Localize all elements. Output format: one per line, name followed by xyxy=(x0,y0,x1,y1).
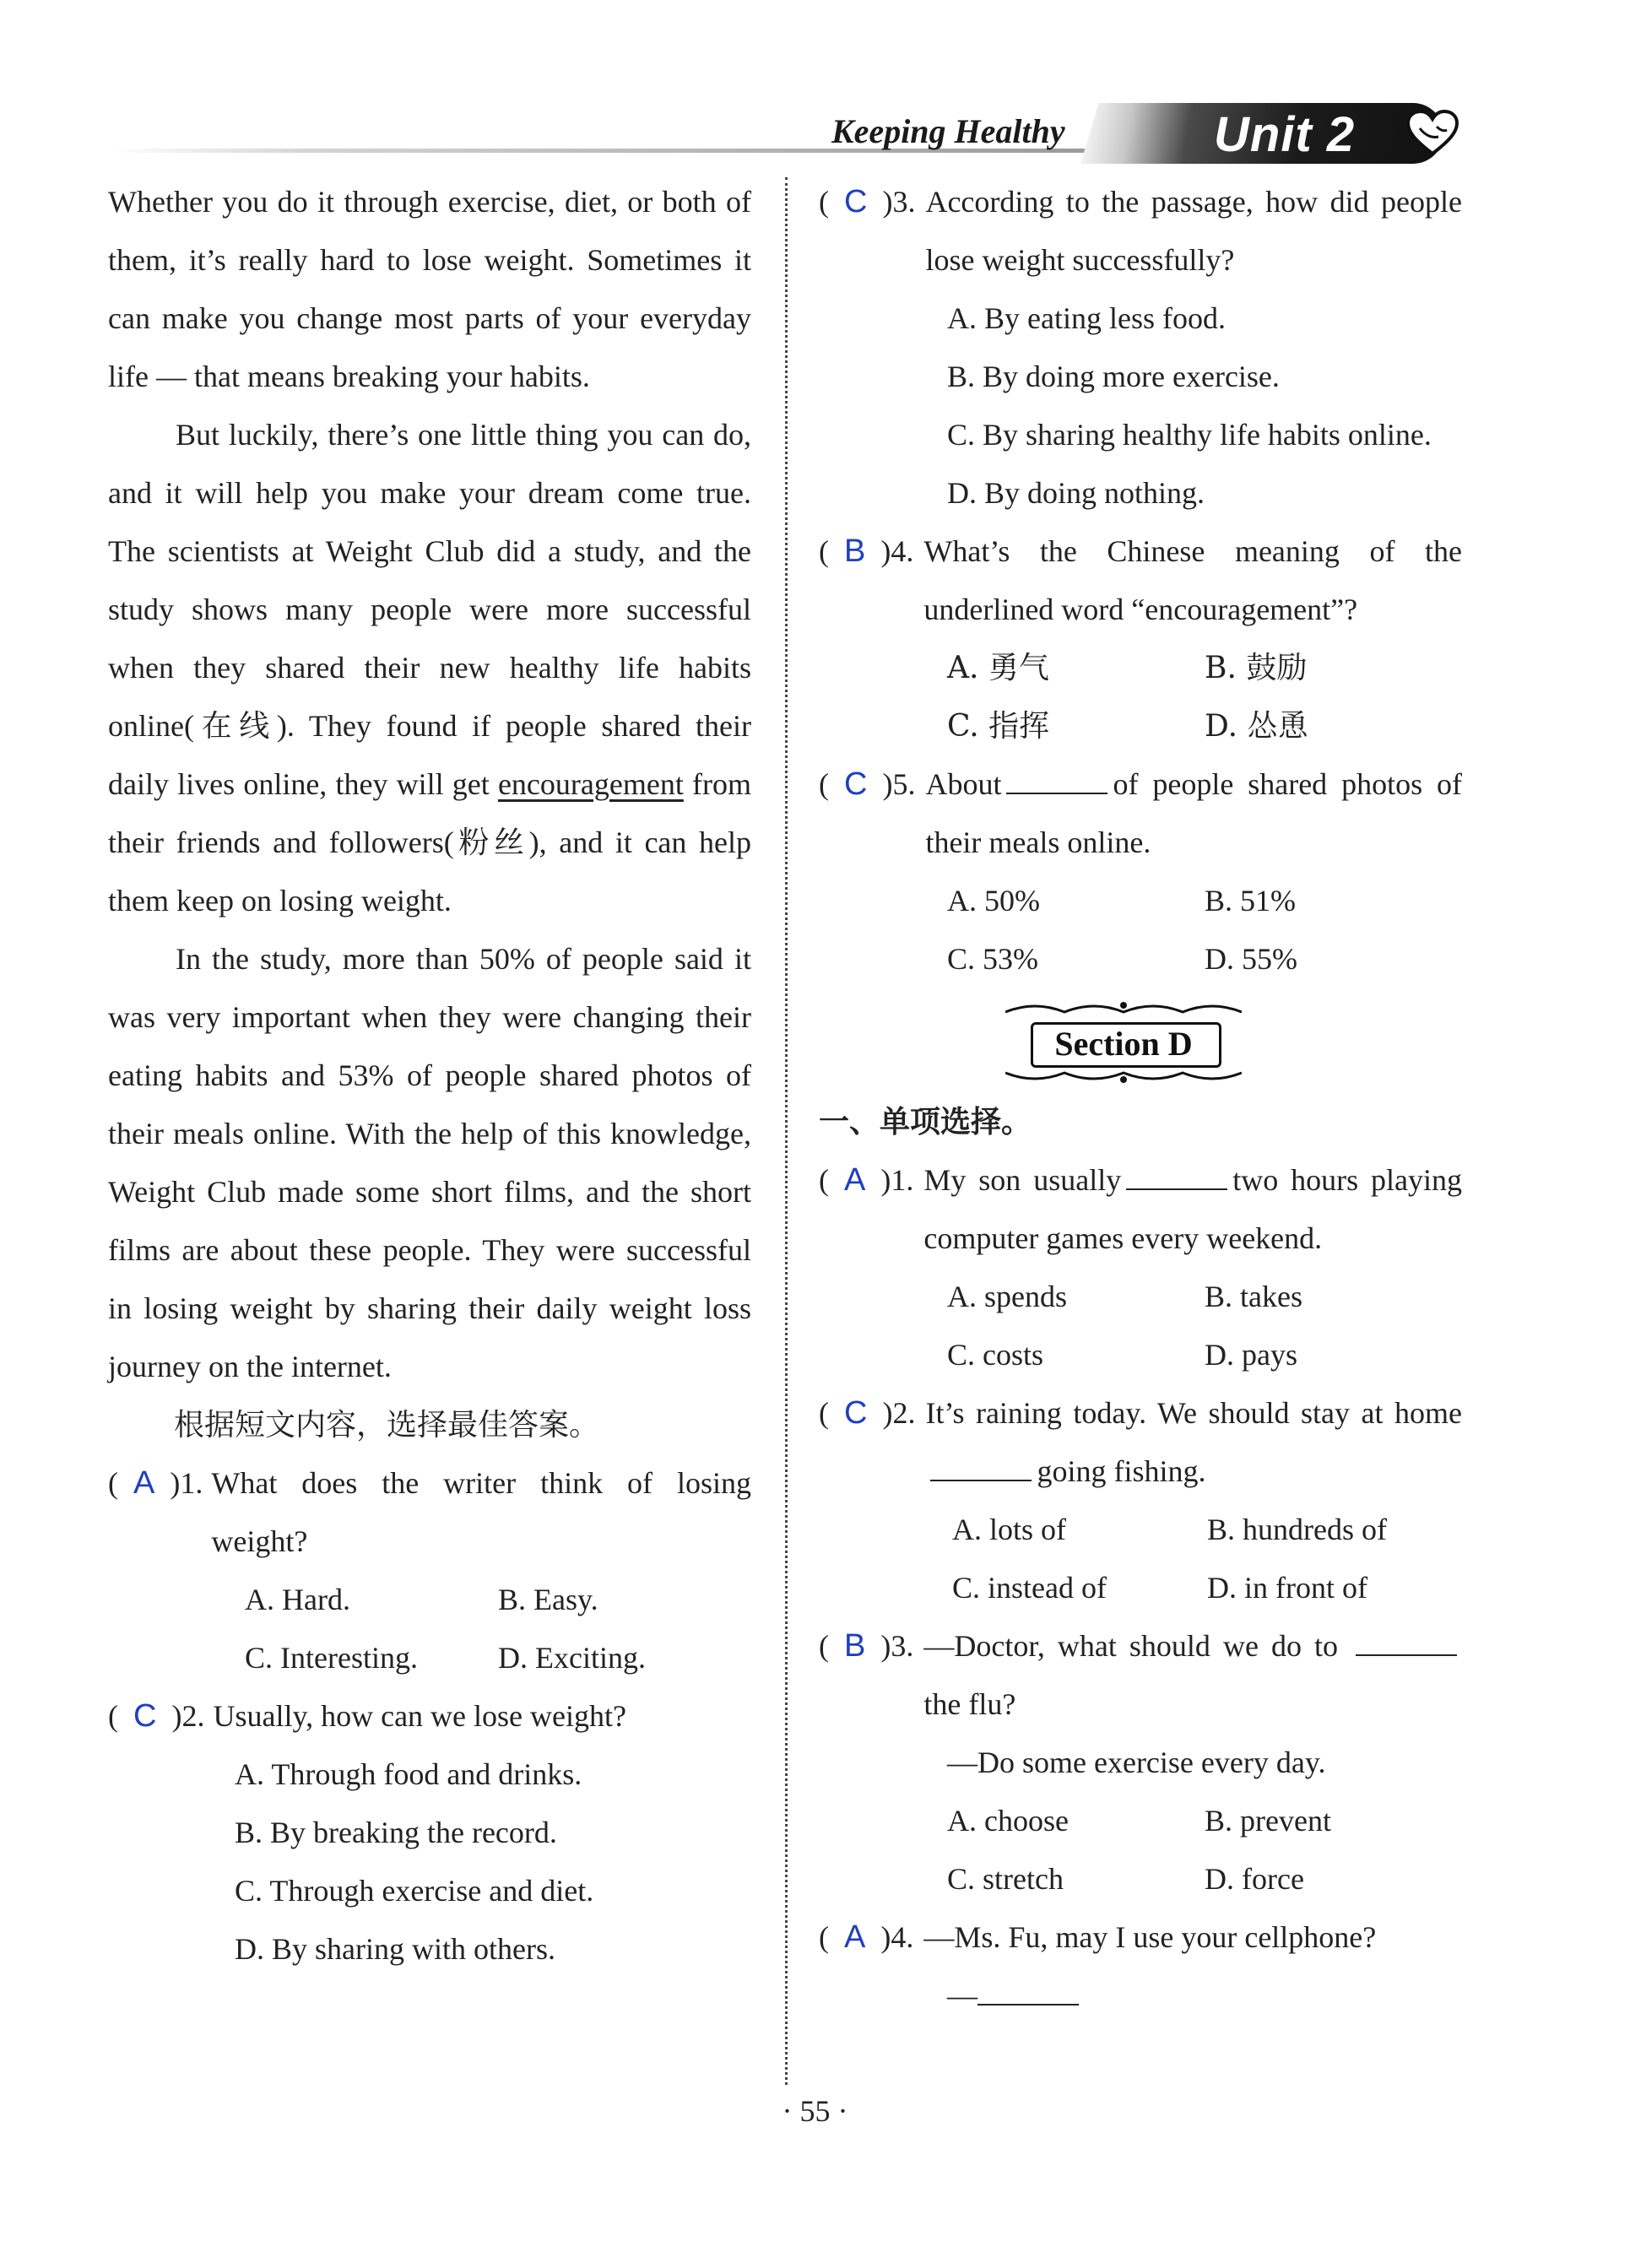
answer-blank xyxy=(1006,792,1107,794)
question-number: 4. xyxy=(891,1920,914,1954)
option: D. pays xyxy=(1205,1338,1297,1372)
options xyxy=(108,1746,751,1978)
underlined-word: encouragement xyxy=(497,767,684,801)
question-number: 1. xyxy=(891,1163,914,1197)
option: D. force xyxy=(1205,1862,1304,1896)
page-header xyxy=(0,0,1630,169)
dialogue-dash: — xyxy=(947,1978,977,2012)
question-c-4 xyxy=(819,522,1462,755)
passage-paragraph-1: Whether you do it through exercise, diet, or both of them, it’s really hard to lose weight. Sometimes it can make you change most parts of your everyday life — that means breaking your habits. xyxy=(108,185,751,393)
options xyxy=(819,1501,1462,1617)
option: A. By eating less food. xyxy=(947,301,1226,335)
question-number: 2. xyxy=(892,1396,916,1430)
options xyxy=(819,872,1462,988)
option: A. Through food and drinks. xyxy=(235,1757,582,1791)
answer-blank xyxy=(930,1479,1032,1481)
answer-letter: B xyxy=(844,1628,866,1664)
option: C. costs xyxy=(947,1338,1044,1372)
answer-letter: A xyxy=(133,1465,155,1501)
option: B. By breaking the record. xyxy=(235,1816,557,1849)
question-text-part: My son usually xyxy=(923,1163,1122,1197)
question-text xyxy=(913,1617,1462,1734)
question-c-2 xyxy=(108,1687,751,1978)
option: B. By doing more exercise. xyxy=(947,360,1280,393)
question-d-3 xyxy=(819,1617,1462,1908)
question-c-1 xyxy=(108,1454,751,1687)
answer-letter: C xyxy=(844,184,868,219)
option: D. By doing nothing. xyxy=(947,476,1205,510)
answer-letter: C xyxy=(844,766,868,802)
question-number: 4. xyxy=(891,534,914,568)
passage-p2-part-a: But luckily, there’s one little thing you can do, and it will help you make your dream come true. The scientists at Weight Club did a study, and the study shows many people were more successful when they shared their new healthy life habits online(在线). They found if people shared their daily lives online, they will get xyxy=(108,418,751,801)
option: A. choose xyxy=(947,1804,1069,1838)
answer-blank xyxy=(1356,1654,1457,1656)
question-text-part: of people shared photos of their meals online. xyxy=(925,767,1462,859)
option: B. 51% xyxy=(1205,884,1296,917)
answer-bracket: ( C ) xyxy=(819,1395,893,1431)
option: C. 53% xyxy=(947,942,1038,976)
question-number: 2. xyxy=(181,1699,205,1733)
question-text: What’s the Chinese meaning of the underlined word “encouragement”? xyxy=(923,534,1462,626)
option: C. instead of xyxy=(952,1571,1107,1605)
ornament-icon xyxy=(1005,1069,1242,1085)
option: D. 怂恿 xyxy=(1205,709,1308,744)
option: B. hundreds of xyxy=(1207,1513,1387,1546)
options xyxy=(819,639,1462,755)
option: A. Hard. xyxy=(245,1583,350,1616)
question-number: 3. xyxy=(891,1629,914,1663)
answer-bracket: ( C ) xyxy=(819,766,893,802)
question-c-3 xyxy=(819,173,1462,522)
right-column xyxy=(819,173,1462,2025)
answer-letter: C xyxy=(133,1698,157,1734)
answer-bracket: ( A ) xyxy=(819,1162,891,1198)
options xyxy=(819,290,1462,522)
question-text-part: It’s raining today. We should stay at home xyxy=(925,1396,1462,1430)
answer-bracket: ( A ) xyxy=(819,1919,891,1955)
answer-blank xyxy=(977,2003,1079,2005)
dialogue-line xyxy=(819,1967,1462,2025)
instruction: 根据短文内容，选择最佳答案。 xyxy=(174,1408,600,1443)
question-text-part: the flu? xyxy=(923,1687,1016,1721)
ornament-icon xyxy=(1005,1000,1242,1015)
question-text: —Ms. Fu, may I use your cellphone? xyxy=(923,1920,1377,1954)
option: A. 勇气 xyxy=(947,651,1049,685)
answer-letter: A xyxy=(844,1162,866,1198)
answer-bracket: ( B ) xyxy=(819,533,891,569)
option: D. By sharing with others. xyxy=(235,1932,555,1966)
question-d-4 xyxy=(819,1908,1462,2025)
option: A. lots of xyxy=(952,1513,1066,1546)
option: A. spends xyxy=(947,1280,1067,1313)
answer-letter: A xyxy=(844,1919,866,1955)
question-text: According to the passage, how did people lose weight successfully? xyxy=(925,185,1462,277)
option: B. Easy. xyxy=(498,1583,598,1616)
passage-p2-part-b: from their friends and followers(粉丝), and it can help them keep on losing weight. xyxy=(108,767,751,917)
question-text-part: two hours playing computer games every weekend. xyxy=(923,1163,1463,1255)
question-d-2 xyxy=(819,1384,1462,1617)
question-text-part: About xyxy=(925,767,1002,801)
options xyxy=(108,1571,751,1687)
question-text xyxy=(913,1151,1462,1268)
option: A. 50% xyxy=(947,884,1040,917)
question-number: 5. xyxy=(892,767,916,801)
question-number: 1. xyxy=(180,1466,203,1500)
answer-bracket: ( A ) xyxy=(108,1465,181,1501)
question-number: 3. xyxy=(892,185,916,219)
dialogue-line: —Do some exercise every day. xyxy=(947,1746,1326,1779)
page-number: · 55 · xyxy=(782,2094,848,2128)
option: D. in front of xyxy=(1207,1571,1367,1605)
option: C. By sharing healthy life habits online. xyxy=(947,418,1432,452)
left-column xyxy=(108,173,751,1978)
question-text-part: —Doctor, what should we do to xyxy=(923,1629,1338,1663)
option: B. prevent xyxy=(1205,1804,1331,1838)
question-text: Usually, how can we lose weight? xyxy=(213,1699,626,1733)
passage-paragraph-3: In the study, more than 50% of people said it was very important when they were changing their eating habits and 53% of people shared photos of their meals online. With the help of this knowledge, Weight Club made some short films, and the short films are about these people. They were successful in losing weight by sharing their daily weight loss journey on the internet. xyxy=(108,942,751,1383)
section-heading: 一、单项选择。 xyxy=(819,1105,1032,1139)
heart-logo-icon xyxy=(1406,110,1459,157)
section-title: Section D xyxy=(1054,1025,1193,1063)
unit-label: Unit 2 xyxy=(1214,107,1356,162)
option: B. 鼓励 xyxy=(1205,651,1308,685)
answer-letter: C xyxy=(844,1395,868,1431)
option: C. Through exercise and diet. xyxy=(235,1874,594,1908)
option: B. takes xyxy=(1205,1280,1302,1313)
answer-bracket: ( C ) xyxy=(819,184,893,219)
option: C. stretch xyxy=(947,1862,1064,1896)
options xyxy=(819,1268,1462,1384)
answer-bracket: ( B ) xyxy=(819,1628,891,1664)
column-divider xyxy=(785,177,788,2085)
answer-letter: B xyxy=(844,533,866,569)
option: C. 指挥 xyxy=(947,709,1050,744)
question-c-5 xyxy=(819,755,1462,988)
question-text: What does the writer think of losing weight? xyxy=(211,1466,751,1558)
option: D. 55% xyxy=(1205,942,1297,976)
question-text xyxy=(915,1384,1462,1501)
question-text xyxy=(915,755,1462,872)
option: D. Exciting. xyxy=(498,1641,646,1675)
header-title: Keeping Healthy xyxy=(831,112,1065,150)
option: C. Interesting. xyxy=(245,1641,418,1675)
options xyxy=(819,1792,1462,1908)
answer-blank xyxy=(1126,1188,1227,1190)
answer-bracket: ( C ) xyxy=(108,1698,182,1734)
passage-paragraph-2 xyxy=(108,406,751,930)
question-d-1 xyxy=(819,1151,1462,1384)
question-text-part: going fishing. xyxy=(1037,1454,1206,1488)
section-banner xyxy=(997,1000,1250,1085)
